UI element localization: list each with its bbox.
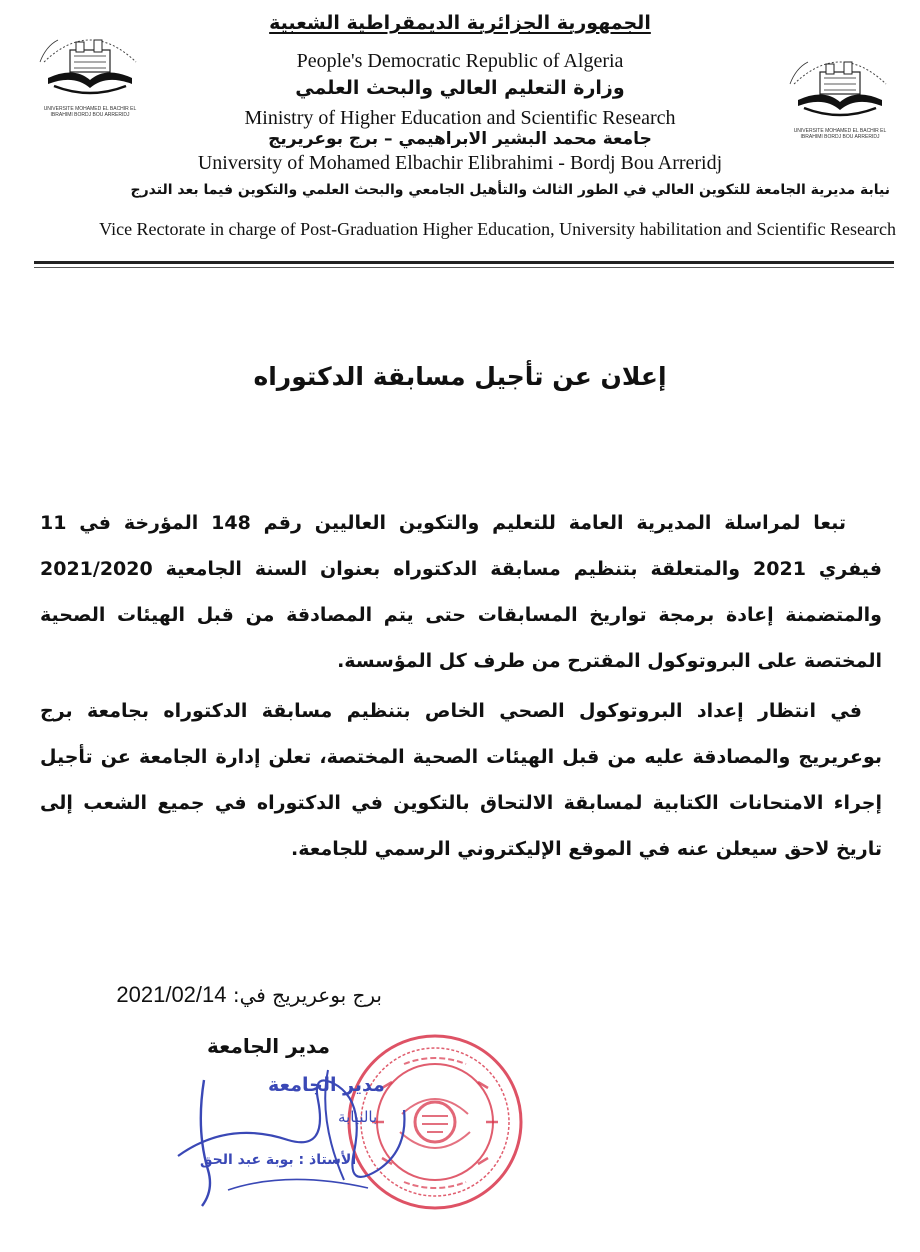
director-title: مدير الجامعة xyxy=(207,1034,330,1058)
ministry-name-arabic: وزارة التعليم العالي والبحث العلمي xyxy=(295,77,625,99)
body-paragraph-1: تبعا لمراسلة المديرية العامة للتعليم والتكوين العاليين رقم 148 المؤرخة في 11 فيفري 2021 والمتعلقة بتنظيم مسابقة الدكتوراه بعنوان السنة الجامعية 2021/2020 والمتضمنة إعادة برمجة تواريخ المسابقات حتى يتم المصادقة من قبل الهيئات الصحية المختصة على البروتوكول المقترح من طرف كل المؤسسة. xyxy=(40,512,882,672)
header-divider-thin xyxy=(34,267,894,268)
university-logo-right xyxy=(784,44,896,140)
ministry-name-english: Ministry of Higher Education and Scientific Research xyxy=(244,107,676,129)
announcement-body xyxy=(40,500,882,872)
university-name-english: University of Mohamed Elbachir Elibrahimi - Bordj Bou Arreridj xyxy=(197,152,723,174)
republic-name-english: People's Democratic Republic of Algeria xyxy=(296,50,624,72)
announcement-title: إعلان عن تأجيل مسابقة الدكتوراه xyxy=(253,362,667,391)
vice-rectorate-english: Vice Rectorate in charge of Post-Graduation Higher Education, University habilitation and Scientific Research xyxy=(99,219,896,239)
republic-name-arabic: الجمهورية الجزائرية الديمقراطية الشعبية xyxy=(269,12,651,34)
body-paragraph-2: في انتظار إعداد البروتوكول الصحي الخاص بتنظيم مسابقة الدكتوراه بجامعة برج بوعريريج والمصادقة عليه من قبل الهيئات الصحية المختصة، تعلن إدارة الجامعة عن تأجيل إجراء الامتحانات الكتابية لمسابقة الالتحاق بالتكوين في الدكتوراه في جميع الشعب إلى تاريخ لاحق سيعلن عنه في الموقع الإليكتروني الرسمي للجامعة. xyxy=(40,700,882,860)
vice-rectorate-arabic: نيابة مديرية الجامعة للتكوين العالي في الطور الثالث والتأهيل الجامعي والبحث العلمي والتكوين فيما بعد التدرج xyxy=(130,182,890,198)
signature-name: الأستاذ : بوبة عبد الحق xyxy=(200,1152,357,1168)
place-date-line xyxy=(82,982,382,1008)
place-label: برج بوعريريج في: xyxy=(232,983,382,1007)
signature-title: مدير الجامعة xyxy=(268,1074,385,1096)
signature-by-proxy: بالنيابة xyxy=(338,1108,378,1126)
document-date: 2021/02/14 xyxy=(116,982,227,1007)
university-name-arabic: جامعة محمد البشير الابراهيمي – برج بوعريريج xyxy=(268,129,652,149)
logo-caption: UNIVERSITE MOHAMED EL BACHIR EL IBRAHIMI BORDJ BOU ARRERIDJ xyxy=(793,128,887,140)
university-logo-icon xyxy=(784,44,896,130)
logo-caption: UNIVERSITE MOHAMED EL BACHIR EL IBRAHIMI BORDJ BOU ARRERIDJ xyxy=(43,106,137,118)
letterhead xyxy=(0,0,920,262)
header-divider xyxy=(34,261,894,264)
